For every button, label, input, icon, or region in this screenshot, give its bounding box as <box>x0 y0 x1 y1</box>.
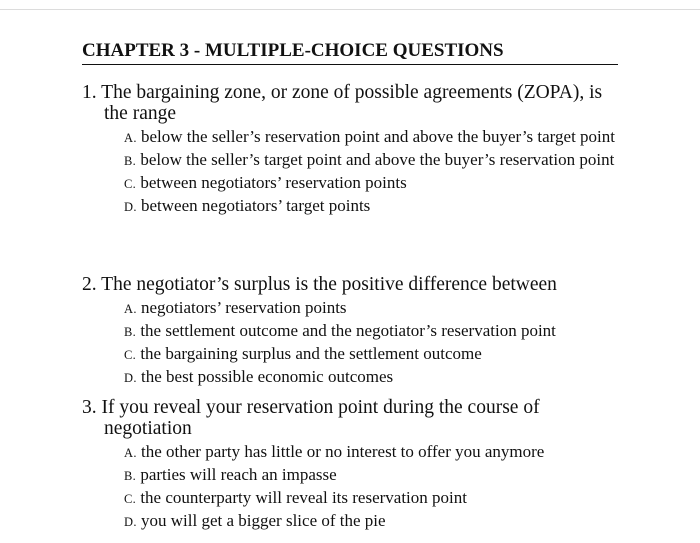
option-text: the other party has little or no interest to offer you anymore <box>141 442 545 461</box>
answer-option-b[interactable] <box>82 464 622 487</box>
answer-option-a[interactable] <box>82 297 622 320</box>
option-text: between negotiators’ reservation points <box>140 173 407 192</box>
option-letter: B. <box>124 154 137 168</box>
option-text: the bargaining surplus and the settlement outcome <box>140 344 482 363</box>
option-text: you will get a bigger slice of the pie <box>141 511 386 530</box>
option-text: below the seller’s target point and above the buyer’s reservation point <box>140 150 615 169</box>
option-letter: D. <box>124 200 137 214</box>
question-text: The bargaining zone, or zone of possible agreements (ZOPA), is the range <box>101 82 603 124</box>
option-text: the best possible economic outcomes <box>141 367 394 386</box>
answer-option-c[interactable] <box>82 343 622 366</box>
answer-options <box>82 126 622 218</box>
answer-option-d[interactable] <box>82 195 622 218</box>
answer-options <box>82 297 622 389</box>
answer-option-b[interactable] <box>82 149 622 172</box>
question-2 <box>82 274 622 389</box>
option-letter: C. <box>124 492 137 506</box>
answer-option-d[interactable] <box>82 510 622 533</box>
option-letter: B. <box>124 325 137 339</box>
answer-option-a[interactable] <box>82 441 622 464</box>
answer-option-b[interactable] <box>82 320 622 343</box>
question-3 <box>82 397 622 533</box>
option-letter: C. <box>124 348 137 362</box>
answer-options <box>82 441 622 533</box>
option-text: below the seller’s reservation point and above the buyer’s target point <box>141 127 615 146</box>
question-text: If you reveal your reservation point during the course of negotiation <box>101 397 540 439</box>
option-text: the counterparty will reveal its reservation point <box>140 488 467 507</box>
question-1 <box>82 82 622 218</box>
option-letter: C. <box>124 177 137 191</box>
answer-option-c[interactable] <box>82 172 622 195</box>
question-text: The negotiator’s surplus is the positive difference between <box>101 274 557 295</box>
option-letter: A. <box>124 446 137 460</box>
question-number: 2. <box>82 274 97 295</box>
question-stem <box>82 82 622 124</box>
chapter-heading: CHAPTER 3 - MULTIPLE-CHOICE QUESTIONS <box>82 40 618 65</box>
option-letter: D. <box>124 371 137 385</box>
option-letter: D. <box>124 515 137 529</box>
option-letter: A. <box>124 302 137 316</box>
question-stem <box>82 274 622 295</box>
option-text: between negotiators’ target points <box>141 196 371 215</box>
option-letter: B. <box>124 469 137 483</box>
option-text: negotiators’ reservation points <box>141 298 347 317</box>
question-page <box>82 40 618 530</box>
question-number: 1. <box>82 82 97 103</box>
question-number: 3. <box>82 397 97 418</box>
top-divider <box>0 9 700 10</box>
option-letter: A. <box>124 131 137 145</box>
answer-option-d[interactable] <box>82 366 622 389</box>
question-stem <box>82 397 622 439</box>
option-text: parties will reach an impasse <box>140 465 337 484</box>
option-text: the settlement outcome and the negotiator’s reservation point <box>140 321 556 340</box>
answer-option-a[interactable] <box>82 126 622 149</box>
answer-option-c[interactable] <box>82 487 622 510</box>
